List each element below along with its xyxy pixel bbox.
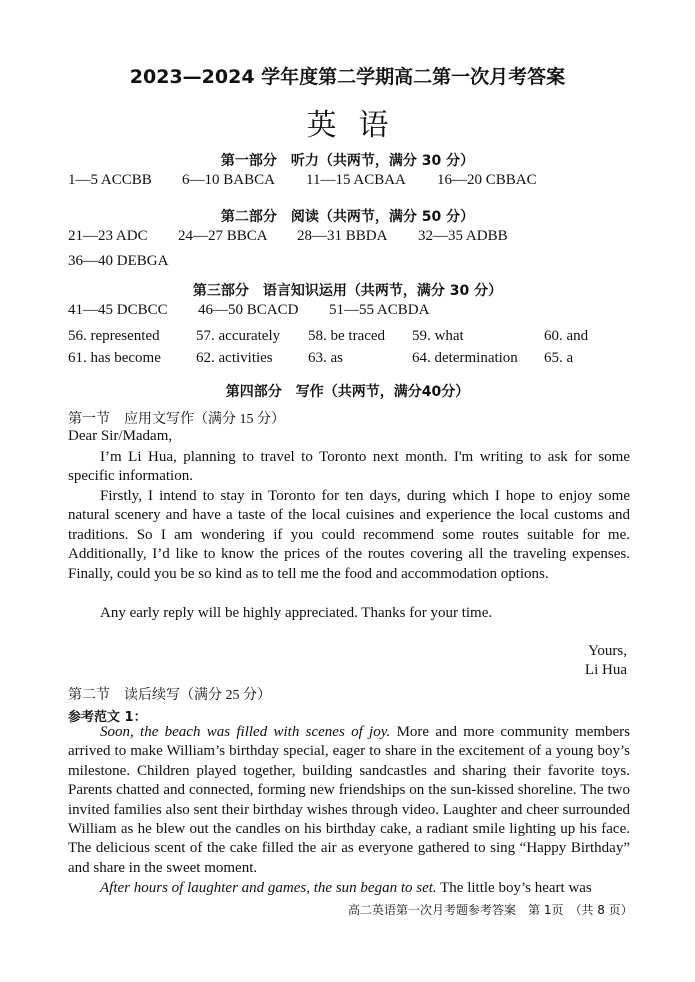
letter-signature: Li Hua — [584, 662, 627, 678]
sample-essay-label: 参考范文 1： — [68, 710, 147, 725]
letter-paragraph-3-text: Any early reply will be highly appreciated. Thanks for your time. — [100, 605, 493, 621]
subject-title: 英语 — [306, 109, 411, 142]
letter-paragraph-2 — [68, 487, 630, 584]
fill-answer-56: 56. represented — [68, 328, 160, 344]
part1-answer-4: 16—20 CBBAC — [437, 172, 537, 188]
fill-answer-62: 62. activities — [196, 350, 273, 366]
essay-paragraph-1 — [68, 723, 630, 878]
fill-answer-63: 63. as — [308, 350, 343, 366]
essay-paragraph-1-opening: Soon, the beach was filled with scenes of joy. — [100, 724, 391, 740]
essay-paragraph-2-text: The little boy’s heart was — [440, 880, 592, 896]
document-title: 2023—2024 学年度第二学期高二第一次月考答案 — [129, 66, 566, 88]
fill-answer-64: 64. determination — [412, 350, 518, 366]
part3-answer-3: 51—55 ACBDA — [329, 302, 430, 318]
part2-answer-4: 32—35 ADBB — [418, 228, 508, 244]
part3-answer-1: 41—45 DCBCC — [68, 302, 168, 318]
section1-heading: 第一节 应用文写作（满分 15 分） — [68, 412, 285, 427]
part1-answer-2: 6—10 BABCA — [182, 172, 275, 188]
essay-paragraph-2 — [68, 879, 630, 899]
fill-answer-59: 59. what — [412, 328, 464, 344]
letter-paragraph-2-text: Firstly, I intend to stay in Toronto for ten days, during which I hope to enjoy some natural scenery and have a taste of the local cuisines and experience the local customs and traditions. So I am wondering if you could recommend some routes suitable for me. Additionally, I’d like to know the prices of the routes covering all the traveling expenses. Finally, could you be so kind as to tell me the food and accommodation options. — [68, 488, 630, 582]
part3-answer-2: 46—50 BCACD — [198, 302, 299, 318]
page-footer: 高二英语第一次月考题参考答案 第 1页 （共 8 页） — [348, 903, 633, 917]
letter-paragraph-1-text: I’m Li Hua, planning to travel to Toronto next month. I'm writing to ask for some specific information. — [68, 449, 630, 485]
letter-greeting: Dear Sir/Madam, — [68, 428, 173, 444]
part1-heading: 第一部分 听力（共两节，满分 30 分） — [220, 153, 475, 169]
essay-paragraph-2-opening: After hours of laughter and games, the sun began to set. — [100, 880, 437, 896]
part2-answer-2: 24—27 BBCA — [178, 228, 268, 244]
fill-answer-57: 57. accurately — [196, 328, 281, 344]
part1-answer-3: 11—15 ACBAA — [306, 172, 406, 188]
fill-answer-65: 65. a — [544, 350, 574, 366]
letter-paragraph-1 — [68, 448, 630, 487]
fill-answer-58: 58. be traced — [308, 328, 386, 344]
essay-paragraph-1-text: More and more community members arrived to make William’s birthday special, eager to share in the excitement of a young boy’s milestone. Children played together, building sandcastles and sharing their favorite toys. Parents chatted and connected, forming new friendships on the sun-kissed shoreline. The two invited families also sent their birthday wishes through video. Laughter and cheer surrounded William as he blew out the candles on his birthday cake, a radiant smile lighting up his face. The delicious scent of the cake filled the air as everyone gathered to sing “Happy Birthday” and share in the sweet moment. — [68, 724, 631, 876]
part2-heading: 第二部分 阅读（共两节，满分 50 分） — [220, 209, 475, 225]
fill-answer-61: 61. has become — [68, 350, 161, 366]
fill-answer-60: 60. and — [544, 328, 589, 344]
part2-answer-1: 21—23 ADC — [68, 228, 148, 244]
section2-heading: 第二节 读后续写（满分 25 分） — [68, 688, 271, 703]
part1-answer-1: 1—5 ACCBB — [68, 172, 152, 188]
letter-closing: Yours, — [588, 643, 627, 659]
part3-heading: 第三部分 语言知识运用（共两节，满分 30 分） — [192, 283, 503, 299]
part4-heading: 第四部分 写作（共两节，满分40分） — [225, 384, 470, 400]
part2-answer-5: 36—40 DEBGA — [68, 253, 169, 269]
letter-paragraph-3 — [68, 604, 630, 623]
part2-answer-3: 28—31 BBDA — [297, 228, 388, 244]
